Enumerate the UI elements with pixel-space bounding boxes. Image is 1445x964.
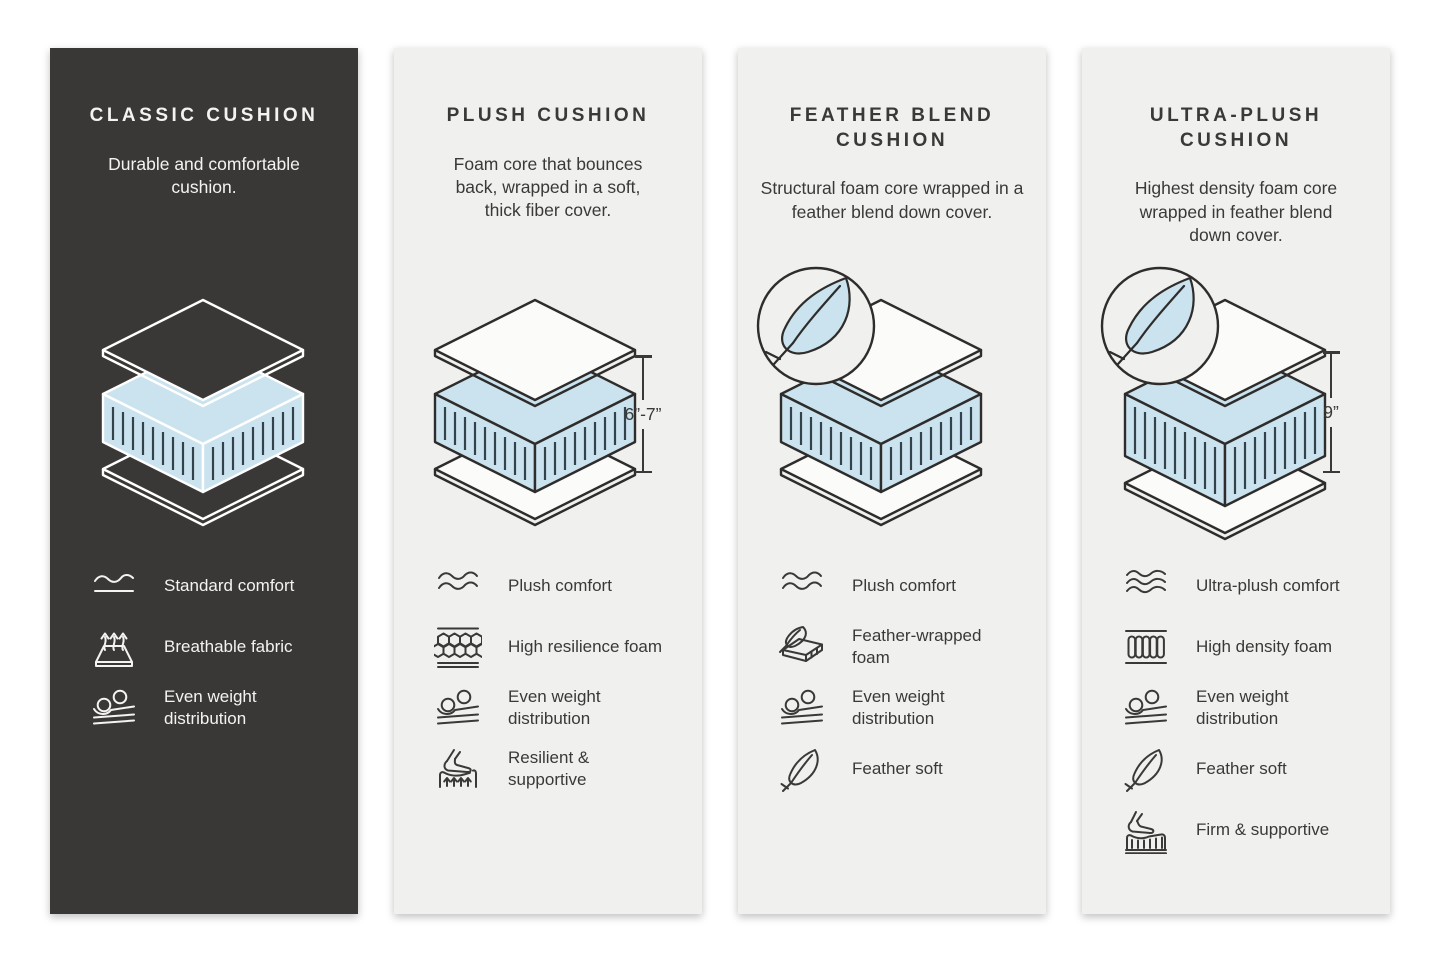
feature-label: Plush comfort [852, 575, 956, 595]
card-header [394, 48, 702, 233]
feature-row [434, 745, 684, 793]
feature-label: Feather soft [1196, 758, 1287, 778]
dimension-line [642, 429, 645, 471]
card-ultra-plush-cushion [1082, 48, 1390, 914]
even-weight-icon [1122, 684, 1170, 732]
feature-row [90, 623, 340, 671]
card-description: Foam core that bounces back, wrapped in a soft, thick fiber cover. [453, 153, 643, 221]
feature-row [778, 745, 1028, 793]
feature-label: Breathable fabric [164, 636, 293, 656]
dimension-cap [635, 471, 652, 474]
dimension-cap [1323, 471, 1340, 474]
dimension-line [1330, 354, 1333, 398]
resilient-supportive-icon [434, 745, 482, 793]
card-feather-blend-cushion [738, 48, 1046, 914]
cushion-layers-illustration [85, 233, 323, 529]
dimension-line [642, 358, 645, 400]
feature-label: Even weight distribution [508, 686, 601, 728]
feature-list [394, 548, 702, 793]
cushion-layers-illustration [754, 233, 1006, 529]
cushion-diagram [1082, 233, 1390, 548]
firm-supportive-icon [1122, 806, 1170, 854]
even-weight-icon [778, 684, 826, 732]
even-weight-icon [434, 684, 482, 732]
feature-label: High resilience foam [508, 636, 663, 656]
card-plush-cushion [394, 48, 702, 914]
feature-label: Even weight distribution [1196, 686, 1289, 728]
feature-row [1122, 623, 1372, 671]
feature-row [778, 562, 1028, 610]
feature-label: Plush comfort [508, 575, 612, 595]
feature-label: Even weight distribution [852, 686, 945, 728]
card-header [50, 48, 358, 233]
high-density-foam-icon [1122, 623, 1170, 671]
cushion-diagram [394, 233, 702, 548]
feature-list [50, 548, 358, 732]
feature-label: Resilient & supportive [508, 747, 590, 789]
feature-row [1122, 562, 1372, 610]
breathable-fabric-icon [90, 623, 138, 671]
resilience-foam-icon [434, 623, 482, 671]
card-header [1082, 48, 1390, 245]
height-dimension-label: 9” [1323, 401, 1339, 422]
feature-label: Even weight distribution [164, 686, 257, 728]
feature-row [1122, 684, 1372, 732]
feature-row [90, 684, 340, 732]
card-header [738, 48, 1046, 233]
feather-wrapped-foam-icon [778, 623, 826, 671]
feature-label: High density foam [1196, 636, 1333, 656]
comfort-wave-icon [90, 562, 138, 610]
card-description: Durable and comfortable cushion. [108, 153, 300, 197]
feature-row [778, 684, 1028, 732]
feature-row [1122, 745, 1372, 793]
feather-icon [778, 745, 826, 793]
feature-row [434, 684, 684, 732]
card-description: Structural foam core wrapped in a feather blend down cover. [760, 178, 1024, 222]
feature-label: Feather-wrapped foam [852, 625, 982, 667]
card-title: PLUSH CUSHION [446, 105, 650, 126]
height-dimension [1296, 351, 1366, 473]
card-description: Highest density foam core wrapped in feather blend down cover. [1134, 178, 1338, 245]
feature-row [434, 623, 684, 671]
comfort-wave-icon [434, 562, 482, 610]
feature-row [778, 623, 1028, 671]
even-weight-icon [90, 684, 138, 732]
feather-icon [1122, 745, 1170, 793]
feature-row [1122, 806, 1372, 854]
feature-label: Standard comfort [164, 575, 295, 595]
feature-row [90, 562, 340, 610]
feature-label: Feather soft [852, 758, 943, 778]
cushion-diagram [738, 233, 1046, 548]
card-title: CLASSIC CUSHION [89, 105, 319, 126]
comfort-wave-icon [778, 562, 826, 610]
feature-list [1082, 548, 1390, 854]
height-dimension-label: 6”-7” [624, 403, 662, 424]
feature-list [738, 548, 1046, 793]
dimension-line [1330, 427, 1333, 471]
card-classic-cushion [50, 48, 358, 914]
feature-label: Firm & supportive [1196, 819, 1330, 839]
feature-label: Ultra-plush comfort [1196, 575, 1340, 595]
feature-row [434, 562, 684, 610]
comfort-wave-icon [1122, 562, 1170, 610]
card-title: ULTRA-PLUSH CUSHION [1149, 105, 1323, 151]
cushion-diagram [50, 233, 358, 548]
height-dimension [608, 355, 678, 473]
card-title: FEATHER BLEND CUSHION [789, 105, 995, 151]
